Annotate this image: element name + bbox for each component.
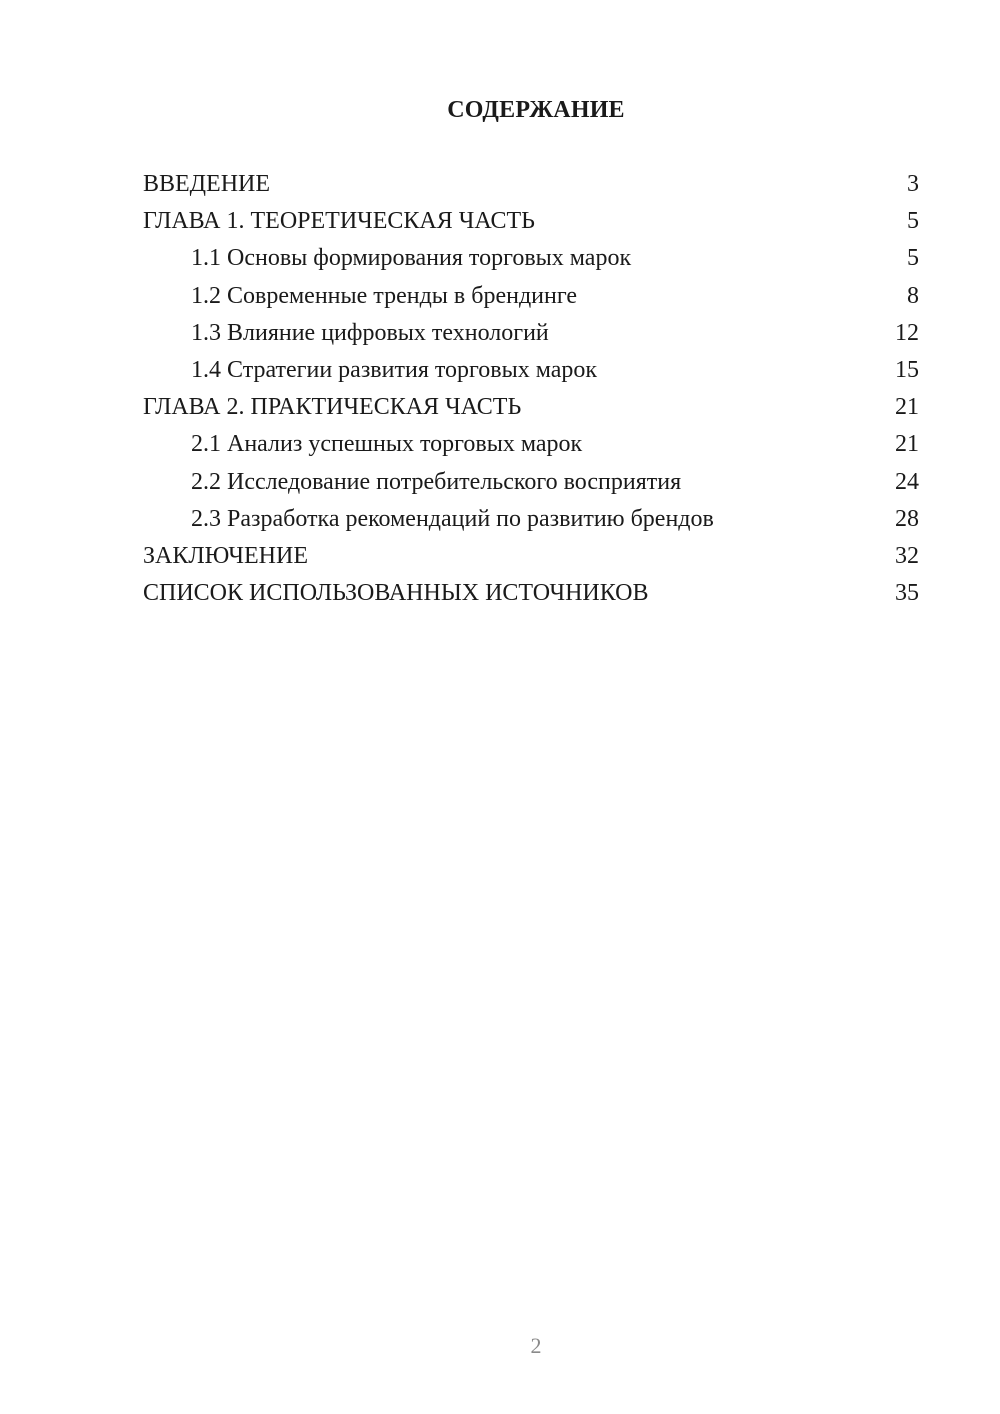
toc-entry-label: 1.4 Стратегии развития торговых марок	[191, 356, 598, 383]
toc-entry-section-2-1[interactable]	[143, 426, 919, 463]
table-of-contents	[143, 166, 919, 612]
toc-entry-chapter-1[interactable]	[143, 203, 919, 240]
toc-entry-label: 1.3 Влияние цифровых технологий	[191, 319, 549, 346]
toc-entry-label: 1.2 Современные тренды в брендинге	[191, 282, 578, 309]
toc-entry-page: 21	[895, 394, 919, 421]
toc-entry-references[interactable]	[143, 575, 919, 612]
toc-entry-label: ВВЕДЕНИЕ	[143, 171, 271, 197]
toc-entry-page: 15	[895, 356, 919, 383]
toc-entry-label: ЗАКЛЮЧЕНИЕ	[143, 542, 308, 569]
toc-entry-label: ГЛАВА 1. ТЕОРЕТИЧЕСКАЯ ЧАСТЬ	[143, 208, 535, 235]
toc-entry-label: 2.3 Разработка рекомендаций по развитию брендов	[191, 505, 714, 532]
toc-entry-page: 3	[907, 171, 919, 197]
toc-entry-label: 2.1 Анализ успешных торговых марок	[191, 431, 583, 458]
toc-entry-label: СПИСОК ИСПОЛЬЗОВАННЫХ ИСТОЧНИКОВ	[143, 580, 649, 607]
toc-entry-page: 21	[895, 431, 919, 458]
toc-entry-section-1-3[interactable]	[143, 315, 919, 352]
toc-entry-page: 28	[895, 505, 919, 532]
toc-entry-section-2-2[interactable]	[143, 464, 919, 501]
toc-entry-page: 5	[907, 245, 919, 272]
toc-entry-label: 2.2 Исследование потребительского восприятия	[191, 468, 682, 495]
toc-entry-section-1-1[interactable]	[143, 240, 919, 277]
toc-entry-section-1-2[interactable]	[143, 278, 919, 315]
toc-entry-page: 35	[895, 580, 919, 607]
toc-entry-section-1-4[interactable]	[143, 352, 919, 389]
toc-entry-page: 8	[907, 282, 919, 309]
toc-entry-page: 24	[895, 468, 919, 495]
toc-entry-page: 5	[907, 208, 919, 235]
toc-entry-chapter-2[interactable]	[143, 389, 919, 426]
page-number: 2	[530, 1333, 542, 1358]
toc-entry-label: ГЛАВА 2. ПРАКТИЧЕСКАЯ ЧАСТЬ	[143, 394, 522, 421]
toc-entry-introduction[interactable]	[143, 166, 919, 203]
toc-title: СОДЕРЖАНИЕ	[447, 97, 625, 123]
toc-entry-page: 12	[895, 319, 919, 346]
toc-entry-section-2-3[interactable]	[143, 501, 919, 538]
toc-entry-conclusion[interactable]	[143, 538, 919, 575]
toc-entry-label: 1.1 Основы формирования торговых марок	[191, 245, 632, 272]
toc-entry-page: 32	[895, 542, 919, 569]
